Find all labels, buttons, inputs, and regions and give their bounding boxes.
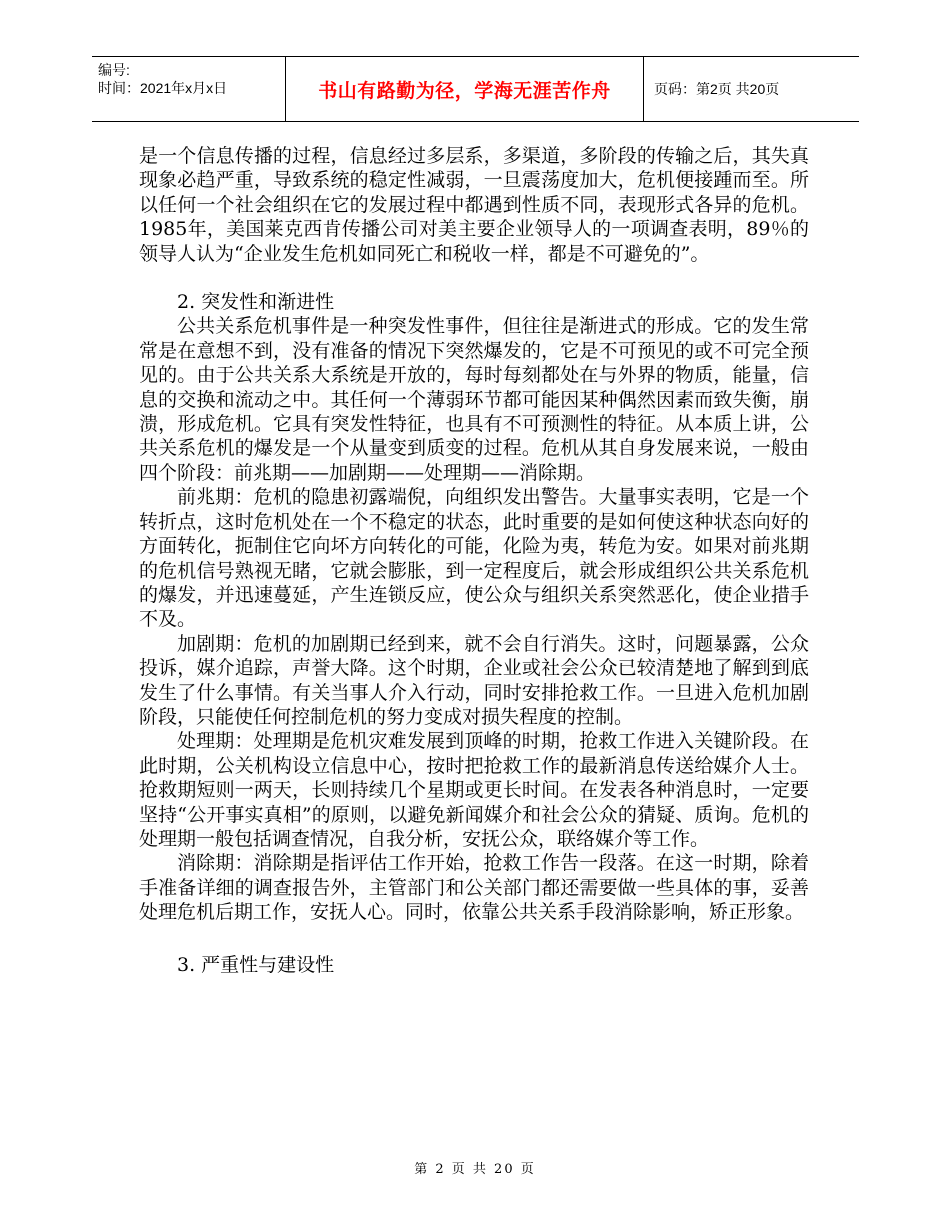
document-body [139, 144, 809, 977]
paragraph-3: 前兆期：危机的隐患初露端倪，向组织发出警告。大量事实表明，它是一个转折点，这时危机处在一个不稳定的状态，此时重要的是如何使这种状态向好的方面转化，扼制住它向坏方向转化的可能，化险为夷，转危为安。如果对前兆期的危机信号熟视无睹，它就会膨胀，到一定程度后，就会形成组织公共关系危机的爆发，并迅速蔓延，产生连锁反应，使公众与组织关系突然恶化，使企业措手不及。 [139, 486, 809, 631]
header-meta [92, 57, 286, 121]
header-slogan: 书山有路勤为径，学海无涯苦作舟 [318, 79, 611, 102]
doc-number-label: 编号: [98, 62, 130, 78]
page-footer: 第 2 页 共 20 页 [414, 1162, 536, 1177]
page-info-text: 页码：第2页 共20页 [654, 81, 780, 97]
header-slogan-cell [286, 57, 644, 121]
paragraph-1: 是一个信息传播的过程，信息经过多层系，多渠道，多阶段的传输之后，其失真现象必趋严重，导致系统的稳定性减弱，一旦震荡度加大，危机便接踵而至。所以任何一个社会组织在它的发展过程中都遇到性质不同，表现形式各异的危机。1985年，美国莱克西肯传播公司对美主要企业领导人的一项调查表明，89％的领导人认为“企业发生危机如同死亡和税收一样，都是不可避免的”。 [139, 145, 809, 265]
page-header [92, 56, 859, 122]
paragraph-2: 公共关系危机事件是一种突发性事件，但往往是渐进式的形成。它的发生常常是在意想不到，没有准备的情况下突然爆发的，它是不可预见的或不可完全预见的。由于公共关系大系统是开放的，每时每刻都处在与外界的物质，能量，信息的交换和流动之中。其任何一个薄弱环节都可能因某种偶然因素而致失衡，崩溃，形成危机。它具有突发性特征，也具有不可预测性的特征。从本质上讲，公共关系危机的爆发是一个从量变到质变的过程。危机从其自身发展来说，一般由四个阶段：前兆期——加剧期——处理期——消除期。 [139, 315, 809, 484]
header-page-info [644, 57, 859, 121]
section-heading-2: 2. 突发性和渐进性 [177, 291, 335, 314]
doc-time-label: 时间：2021年x月x日 [98, 80, 228, 96]
section-heading-3: 3. 严重性与建设性 [177, 953, 335, 976]
paragraph-5: 处理期：处理期是危机灾难发展到顶峰的时期，抢救工作进入关键阶段。在此时期，公关机构设立信息中心，按时把抢救工作的最新消息传送给媒介人士。抢救期短则一两天，长则持续几个星期或更长时间。在发表各种消息时，一定要坚持“公开事实真相”的原则，以避免新闻媒介和社会公众的猜疑、质询。危机的处理期一般包括调查情况，自我分析，安抚公众，联络媒介等工作。 [139, 730, 809, 850]
paragraph-6: 消除期：消除期是指评估工作开始，抢救工作告一段落。在这一时期，除着手准备详细的调查报告外，主管部门和公关部门都还需要做一些具体的事，妥善处理危机后期工作，安抚人心。同时，依靠公共关系手段消除影响，矫正形象。 [139, 852, 809, 924]
paragraph-4: 加剧期：危机的加剧期已经到来，就不会自行消失。这时，问题暴露，公众投诉，媒介追踪，声誉大降。这个时期，企业或社会公众已较清楚地了解到到底发生了什么事情。有关当事人介入行动，同时安排抢救工作。一旦进入危机加剧阶段，只能使任何控制危机的努力变成对损失程度的控制。 [139, 632, 809, 728]
